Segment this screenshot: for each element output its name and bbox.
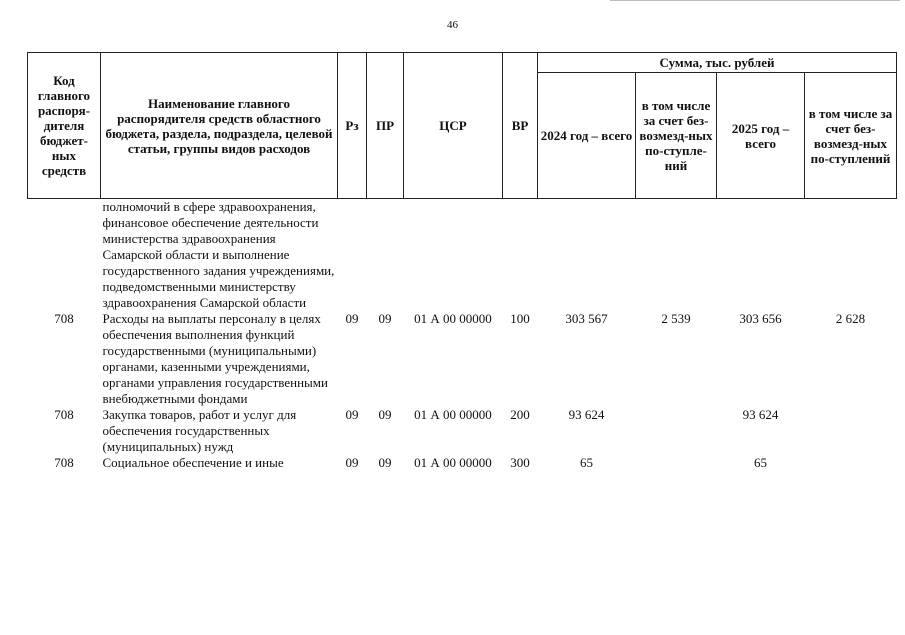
header-rz: Рз bbox=[338, 53, 367, 199]
top-edge-line bbox=[610, 0, 900, 1]
table-row bbox=[28, 311, 897, 407]
row-rz: 09 bbox=[345, 407, 359, 422]
header-csr: ЦСР bbox=[404, 53, 503, 199]
row-code: 708 bbox=[54, 407, 74, 422]
row-2024-total: 93 624 bbox=[568, 407, 605, 422]
row-pr: 09 bbox=[378, 407, 392, 422]
row-pr: 09 bbox=[378, 311, 392, 326]
row-code: 708 bbox=[54, 455, 74, 470]
budget-table bbox=[27, 52, 897, 471]
row-2024-grants bbox=[636, 407, 717, 455]
continuation-name: полномочий в сфере здравоохранения, финансовое обеспечение деятельности министерства здравоохранения Самарской области и выполнение государственного задания учреждениями, подведомственными министерству здравоохранения Самарской области bbox=[102, 199, 335, 310]
row-name: Социальное обеспечение и иные bbox=[102, 455, 284, 470]
row-2025-grants: 2 628 bbox=[835, 311, 866, 326]
table-row bbox=[28, 407, 897, 455]
row-code: 708 bbox=[54, 311, 74, 326]
row-name: Закупка товаров, работ и услуг для обеспечения государственных (муниципальных) нужд bbox=[102, 407, 297, 454]
header-pr: ПР bbox=[367, 53, 404, 199]
row-rz: 09 bbox=[345, 311, 359, 326]
header-name: Наименование главного распорядителя средств областного бюджета, раздела, подраздела, целевой статьи, группы видов расходов bbox=[101, 53, 338, 199]
row-2024-total: 303 567 bbox=[565, 311, 608, 326]
row-2024-grants: 2 539 bbox=[661, 311, 691, 326]
row-vr: 200 bbox=[510, 407, 530, 422]
header-2024-grants: в том числе за счет без-возмезд-ных по-ступле-ний bbox=[636, 73, 717, 199]
row-2024-total: 65 bbox=[580, 455, 593, 470]
row-2025-total: 93 624 bbox=[742, 407, 779, 422]
row-rz: 09 bbox=[345, 455, 359, 470]
row-pr: 09 bbox=[378, 455, 392, 470]
row-vr: 100 bbox=[510, 311, 530, 326]
row-2025-grants bbox=[805, 455, 897, 471]
header-2025-total: 2025 год – всего bbox=[717, 73, 805, 199]
header-2024-total: 2024 год – всего bbox=[538, 73, 636, 199]
row-2025-total: 65 bbox=[754, 455, 767, 470]
header-vr: ВР bbox=[503, 53, 538, 199]
row-2025-total: 303 656 bbox=[739, 311, 782, 326]
row-2025-grants bbox=[805, 407, 897, 455]
table-row-continuation bbox=[28, 199, 897, 312]
row-csr: 01 А 00 00000 bbox=[414, 311, 492, 326]
table-row bbox=[28, 455, 897, 471]
header-code: Код главного распоря-дителя бюджет-ных средств bbox=[28, 53, 101, 199]
row-name: Расходы на выплаты персоналу в целях обеспечения выполнения функций государственными (муниципальными) органами, казенными учреждениями, органами управления государственными внебюджетными фондами bbox=[102, 311, 328, 406]
page-number: 46 bbox=[447, 19, 458, 31]
header-sum-group: Сумма, тыс. рублей bbox=[538, 53, 897, 73]
header-2025-grants: в том числе за счет без-возмезд-ных по-ступлений bbox=[805, 73, 897, 199]
row-2024-grants bbox=[636, 455, 717, 471]
row-vr: 300 bbox=[510, 455, 530, 470]
row-csr: 01 А 00 00000 bbox=[414, 455, 492, 470]
row-csr: 01 А 00 00000 bbox=[414, 407, 492, 422]
